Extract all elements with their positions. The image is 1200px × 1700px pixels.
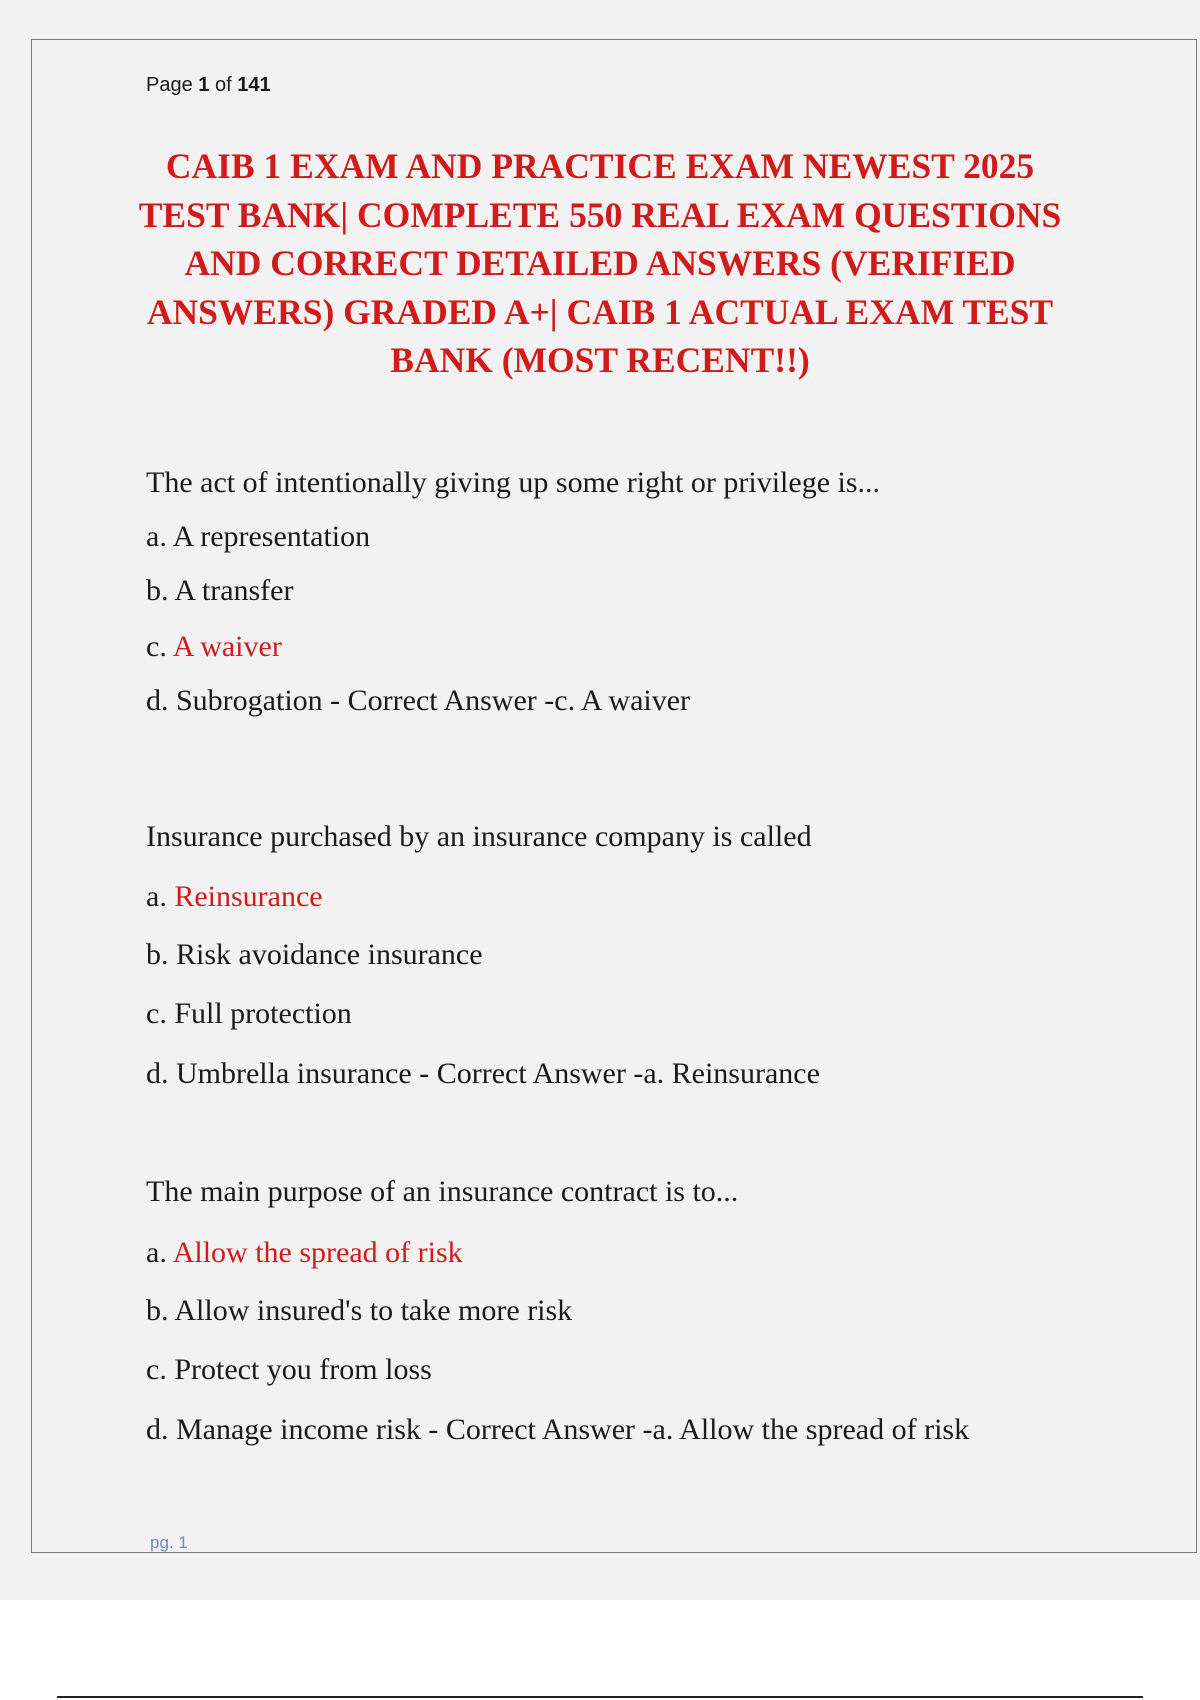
page-footer-label: pg. 1 xyxy=(150,1533,188,1552)
document-page xyxy=(31,39,1197,1553)
answer-option: b. Risk avoidance insurance xyxy=(146,938,483,971)
question-text: Insurance purchased by an insurance company is called xyxy=(146,820,812,853)
answer-option: b. Allow insured's to take more risk xyxy=(146,1294,573,1327)
question-text: The act of intentionally giving up some right or privilege is... xyxy=(146,466,881,499)
divider xyxy=(57,1696,1143,1698)
answer-option: b. A transfer xyxy=(146,574,294,607)
answer-option: d. Umbrella insurance - Correct Answer -a. Reinsurance xyxy=(146,1057,820,1090)
answer-option-correct: c. A waiver xyxy=(146,630,282,663)
answer-option: a. A representation xyxy=(146,520,371,553)
page-counter: Page 1 of 141 xyxy=(146,74,271,96)
answer-option: d. Manage income risk - Correct Answer -a. Allow the spread of risk xyxy=(146,1413,970,1446)
answer-option: c. Protect you from loss xyxy=(146,1353,432,1386)
question-text: The main purpose of an insurance contract is to... xyxy=(146,1175,739,1208)
document-title: CAIB 1 EXAM AND PRACTICE EXAM NEWEST 2025 TEST BANK| COMPLETE 550 REAL EXAM QUESTIONS AND CORRECT DETAILED ANSWERS (VERIFIED ANSWERS) GRADED A+| CAIB 1 ACTUAL EXAM TEST BANK (MOST RECENT!!) xyxy=(138,146,1062,380)
answer-option-correct: a. Reinsurance xyxy=(146,880,323,913)
answer-option: c. Full protection xyxy=(146,997,352,1030)
answer-option: d. Subrogation - Correct Answer -c. A waiver xyxy=(146,684,691,717)
answer-option-correct: a. Allow the spread of risk xyxy=(146,1236,463,1269)
